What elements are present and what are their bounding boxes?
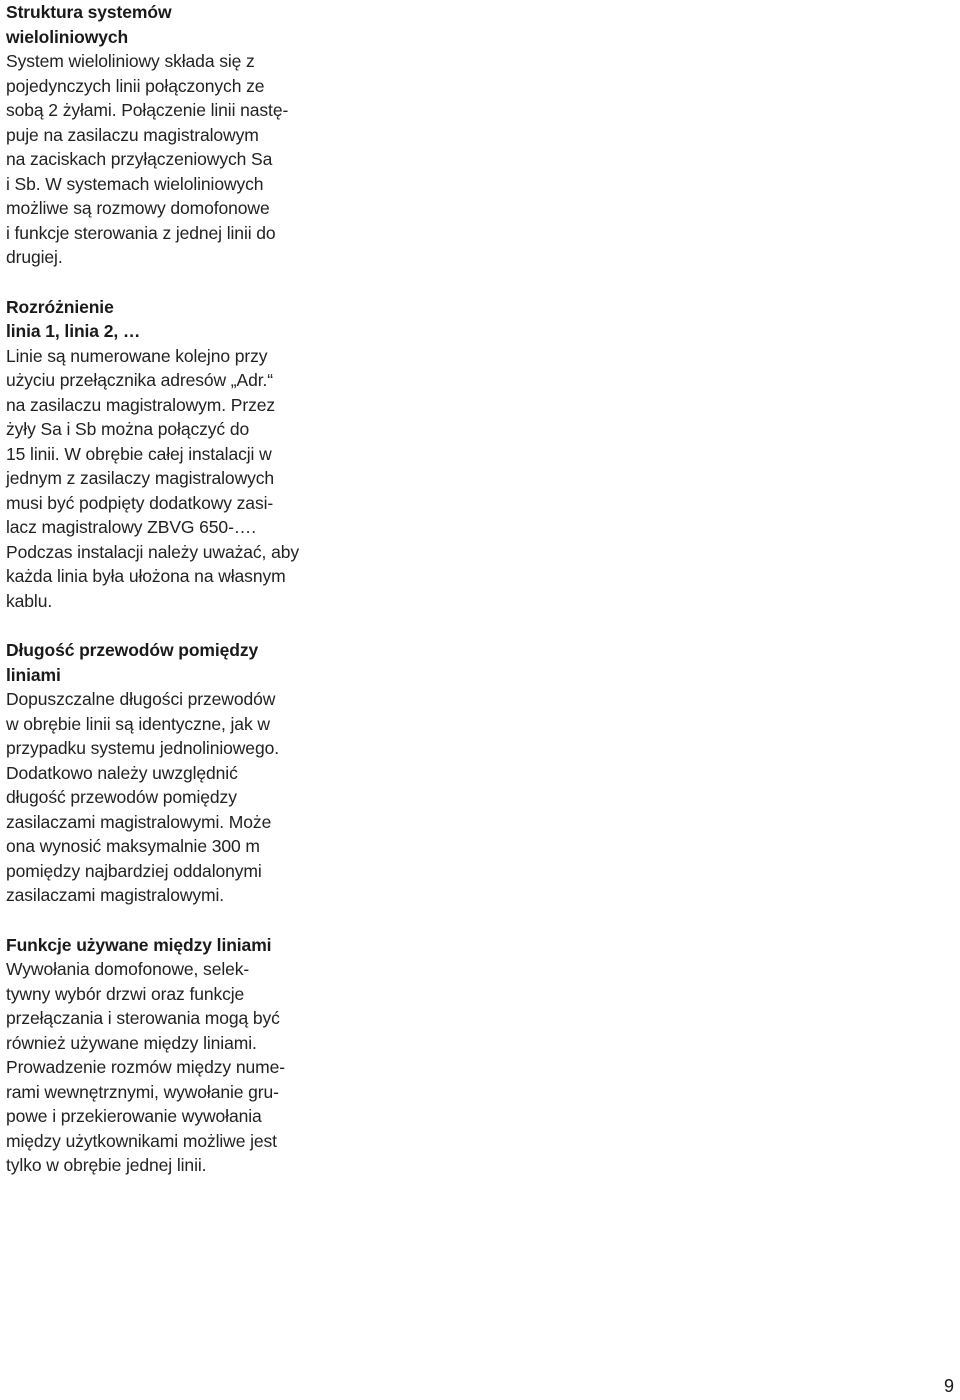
section-line-distinction (6, 295, 316, 614)
body-line: i funkcje sterowania z jednej linii do (6, 222, 276, 243)
section-body (6, 49, 316, 270)
heading-line: Funkcje używane między liniami (6, 934, 272, 955)
body-line: System wieloliniowy składa się z (6, 51, 255, 71)
body-line: drugiej. (6, 247, 63, 267)
body-line: Dopuszczalne długości przewodów (6, 689, 276, 709)
body-line: pojedynczych linii połączonych ze (6, 75, 265, 96)
section-body (6, 957, 316, 1178)
heading-line: wieloliniowych (6, 26, 129, 47)
section-heading (6, 295, 316, 344)
body-line: Dodatkowo należy uwzględnić (6, 762, 238, 783)
section-heading (6, 638, 316, 687)
body-line: powe i przekierowanie wywołania (6, 1106, 262, 1126)
body-line: Prowadzenie rozmów między nume- (6, 1057, 285, 1077)
body-line: ona wynosić maksymalnie 300 m (6, 836, 260, 856)
body-line: przypadku systemu jednoliniowego. (6, 738, 279, 758)
body-line: zasilaczami magistralowymi. Może (6, 811, 272, 832)
body-line: tylko w obrębie jednej linii. (6, 1155, 207, 1175)
section-heading (6, 933, 316, 958)
body-line: tywny wybór drzwi oraz funkcje (6, 983, 245, 1004)
body-line: w obrębie linii są identyczne, jak w (6, 713, 270, 734)
body-line: zasilaczami magistralowymi. (6, 885, 225, 905)
body-line: Podczas instalacji należy uważać, aby (6, 541, 299, 562)
body-line: każda linia była ułożona na własnym (6, 566, 286, 586)
body-line: użyciu przełącznika adresów „Adr.“ (6, 370, 273, 390)
section-body (6, 344, 316, 614)
section-body (6, 687, 316, 908)
section-cable-length (6, 638, 316, 908)
page-number: 9 (943, 1376, 954, 1396)
body-line: żyły Sa i Sb można połączyć do (6, 419, 250, 439)
body-line: między użytkownikami możliwe jest (6, 1130, 277, 1151)
body-line: rami wewnętrznymi, wywołanie gru- (6, 1081, 279, 1102)
section-cross-line-functions (6, 933, 316, 1178)
body-line: Linie są numerowane kolejno przy (6, 345, 268, 366)
body-line: i Sb. W systemach wieloliniowych (6, 173, 264, 194)
heading-line: liniami (6, 664, 61, 685)
body-line: długość przewodów pomiędzy (6, 787, 237, 807)
section-heading (6, 0, 316, 49)
body-line: pomiędzy najbardziej oddalonymi (6, 860, 262, 881)
body-line: również używane między liniami. (6, 1032, 257, 1053)
body-line: musi być podpięty dodatkowy zasi- (6, 492, 274, 513)
body-line: Wywołania domofonowe, selek- (6, 959, 250, 979)
body-line: sobą 2 żyłami. Połączenie linii nastę- (6, 100, 289, 120)
body-line: jednym z zasilaczy magistralowych (6, 468, 275, 488)
text-column (6, 0, 316, 1203)
body-line: na zaciskach przyłączeniowych Sa (6, 149, 273, 169)
body-line: możliwe są rozmowy domofonowe (6, 198, 270, 218)
heading-line: Struktura systemów (6, 2, 172, 22)
body-line: lacz magistralowy ZBVG 650-…. (6, 517, 256, 537)
body-line: 15 linii. W obrębie całej instalacji w (6, 443, 272, 464)
heading-line: linia 1, linia 2, … (6, 321, 141, 341)
body-line: puje na zasilaczu magistralowym (6, 124, 259, 145)
heading-line: Rozróżnienie (6, 296, 114, 317)
body-line: na zasilaczu magistralowym. Przez (6, 394, 276, 415)
section-multiline-structure (6, 0, 316, 270)
body-line: kablu. (6, 590, 53, 611)
body-line: przełączania i sterowania mogą być (6, 1008, 280, 1028)
heading-line: Długość przewodów pomiędzy (6, 640, 259, 660)
